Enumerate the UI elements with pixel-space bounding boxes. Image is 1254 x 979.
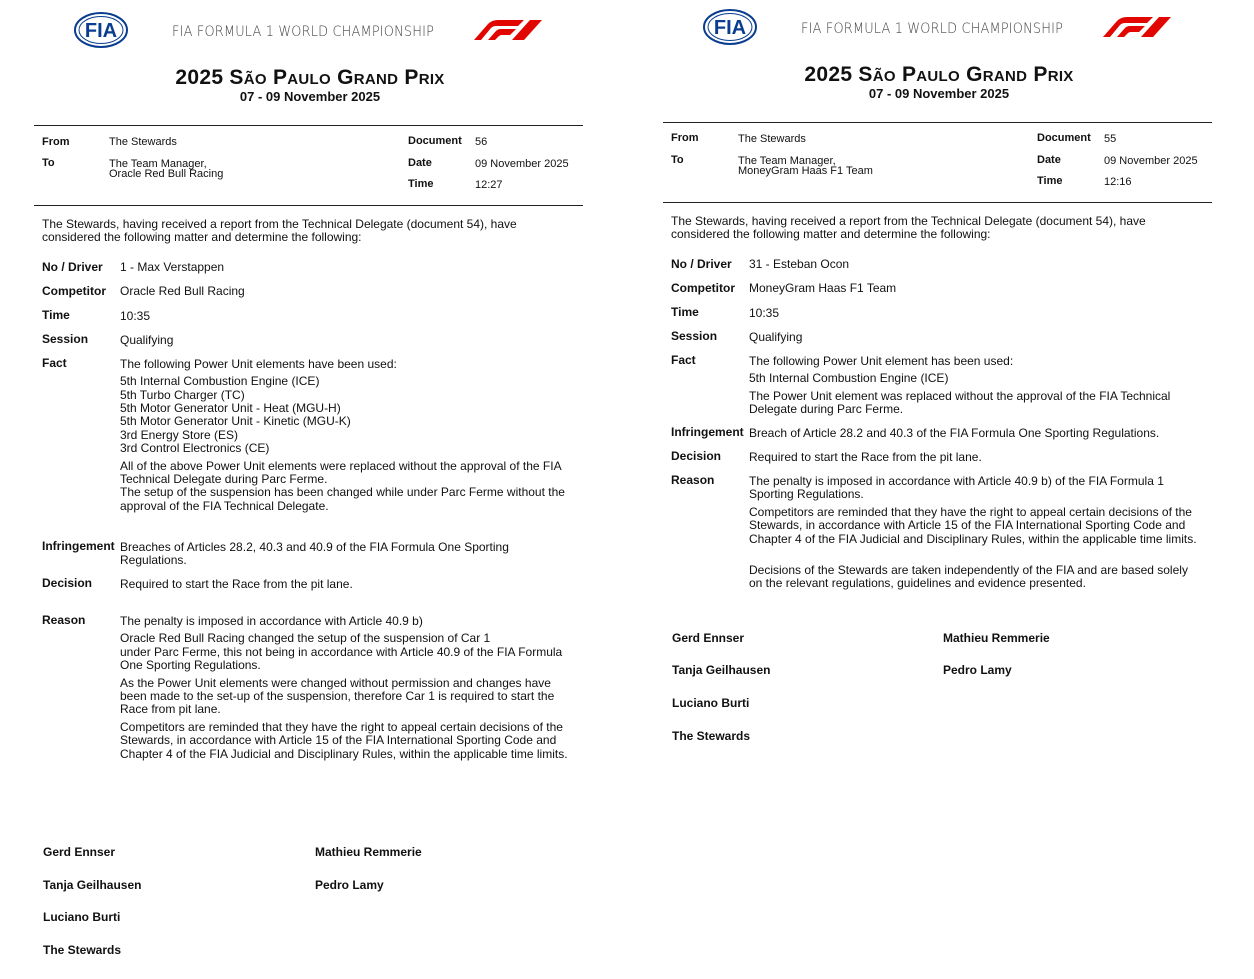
fact-item: 5th Turbo Charger (TC) (120, 388, 245, 402)
session-time-value: 10:35 (749, 306, 780, 320)
decision-text: Required to start the Race from the pit lane. (749, 450, 982, 464)
driver-value: 31 - Esteban Ocon (749, 257, 850, 271)
time-value: 12:27 (475, 179, 503, 191)
signatory: Mathieu Remmerie (943, 631, 1050, 645)
reason-text: As the Power Unit elements were changed without permission and changes have (120, 676, 551, 690)
reason-text: Chapter 4 of the FIA Judicial and Disciplinary Rules, within the applicable time limits. (749, 532, 1197, 546)
from-value: The Stewards (738, 133, 806, 145)
grand-prix-title: 2025 São Paulo Grand Prix (175, 66, 445, 89)
signatory: The Stewards (43, 943, 122, 957)
session-time-label: Time (42, 308, 70, 322)
signatory: Tanja Geilhausen (672, 663, 771, 677)
to-value-line2: MoneyGram Haas F1 Team (738, 165, 873, 177)
infringement-label: Infringement (42, 539, 115, 553)
from-label: From (42, 136, 70, 148)
document-header (74, 12, 554, 52)
divider (663, 202, 1212, 203)
to-value-line1: The Team Manager, (109, 158, 207, 170)
date-label: Date (408, 157, 432, 169)
decision-label: Decision (42, 576, 93, 590)
fact-item: 3rd Energy Store (ES) (120, 428, 239, 442)
reason-text: under Parc Ferme, this not being in accordance with Article 40.9 of the FIA Formula (120, 645, 563, 659)
signatory: Luciano Burti (672, 696, 750, 710)
to-value-line2: Oracle Red Bull Racing (109, 168, 224, 180)
championship-name: FIA FORMULA 1 WORLD CHAMPIONSHIP (172, 24, 435, 40)
reason-text: The penalty is imposed in accordance with Article 40.9 b) (120, 614, 423, 628)
reason-label: Reason (671, 473, 715, 487)
time-value: 12:16 (1104, 176, 1132, 188)
competitor-label: Competitor (42, 284, 106, 298)
intro-line: considered the following matter and determine the following: (671, 227, 991, 241)
fact-intro: The following Power Unit elements have been used: (120, 357, 397, 371)
fia-logo-icon (74, 12, 128, 48)
document-label: Document (408, 135, 462, 147)
championship-name: FIA FORMULA 1 WORLD CHAMPIONSHIP (801, 21, 1064, 37)
infringement-text: Regulations. (120, 553, 187, 567)
to-label: To (671, 154, 684, 166)
session-time-label: Time (671, 305, 699, 319)
signatory: Gerd Ennser (43, 845, 116, 859)
from-value: The Stewards (109, 136, 177, 148)
competitor-value: MoneyGram Haas F1 Team (749, 281, 897, 295)
fact-item: 5th Motor Generator Unit - Heat (MGU-H) (120, 401, 341, 415)
session-label: Session (671, 329, 718, 343)
to-label: To (42, 157, 55, 169)
intro-line: The Stewards, having received a report from the Technical Delegate (document 54), have (42, 217, 517, 231)
fact-text: The Power Unit element was replaced without the approval of the FIA Technical (749, 389, 1171, 403)
fact-text: All of the above Power Unit elements were replaced without the approval of the FIA (120, 459, 562, 473)
date-label: Date (1037, 154, 1061, 166)
document-label: Document (1037, 132, 1091, 144)
reason-text: The penalty is imposed in accordance with Article 40.9 b) of the FIA Formula 1 (749, 474, 1164, 488)
reason-text: Decisions of the Stewards are taken independently of the FIA and are based solely (749, 563, 1188, 577)
reason-text: Competitors are reminded that they have the right to appeal certain decisions of the (749, 505, 1192, 519)
to-value-line1: The Team Manager, (738, 155, 836, 167)
reason-text: Race from pit lane. (120, 702, 221, 716)
date-value: 09 November 2025 (475, 158, 569, 170)
decision-label: Decision (671, 449, 722, 463)
session-value: Qualifying (749, 330, 803, 344)
fact-label: Fact (42, 356, 67, 370)
reason-text: One Sporting Regulations. (120, 658, 261, 672)
divider (34, 125, 583, 126)
fact-item: 5th Internal Combustion Engine (ICE) (120, 374, 320, 388)
reason-text: Stewards, in accordance with Article 15 of the FIA International Sporting Code and (120, 733, 557, 747)
signatory: Tanja Geilhausen (43, 878, 142, 892)
intro-line: The Stewards, having received a report from the Technical Delegate (document 54), have (671, 214, 1146, 228)
signatory: Gerd Ennser (672, 631, 745, 645)
signatory: Pedro Lamy (943, 663, 1012, 677)
signatory: Mathieu Remmerie (315, 845, 422, 859)
competitor-value: Oracle Red Bull Racing (120, 284, 245, 298)
infringement-text: Breaches of Articles 28.2, 40.3 and 40.9 of the FIA Formula One Sporting (120, 540, 509, 554)
fact-text: approval of the FIA Technical Delegate. (120, 499, 329, 513)
signatory: Pedro Lamy (315, 878, 384, 892)
infringement-label: Infringement (671, 425, 744, 439)
f1-logo-icon (468, 18, 546, 42)
document-number: 56 (475, 136, 488, 148)
fact-text: Technical Delegate during Parc Ferme. (120, 472, 328, 486)
reason-text: Oracle Red Bull Racing changed the setup of the suspension of Car 1 (120, 631, 491, 645)
fact-item: 5th Motor Generator Unit - Kinetic (MGU-K) (120, 414, 351, 428)
fact-intro: The following Power Unit element has been used: (749, 354, 1014, 368)
grand-prix-title: 2025 São Paulo Grand Prix (804, 63, 1074, 86)
signatory: Luciano Burti (43, 910, 121, 924)
competitor-label: Competitor (671, 281, 735, 295)
reason-text: Stewards, in accordance with Article 15 of the FIA International Sporting Code and (749, 518, 1186, 532)
reason-text: been made to the set-up of the suspension, therefore Car 1 is required to start the (120, 689, 555, 703)
session-value: Qualifying (120, 333, 174, 347)
fact-item: 5th Internal Combustion Engine (ICE) (749, 371, 949, 385)
document-number: 55 (1104, 133, 1117, 145)
fact-item: 3rd Control Electronics (CE) (120, 441, 270, 455)
driver-label: No / Driver (671, 257, 732, 271)
decision-document-56 (34, 0, 594, 979)
infringement-text: Breach of Article 28.2 and 40.3 of the FIA Formula One Sporting Regulations. (749, 426, 1160, 440)
document-header (703, 9, 1183, 49)
fia-logo-text: FIA (713, 17, 747, 39)
f1-logo-icon (1097, 15, 1175, 39)
divider (663, 122, 1212, 123)
fact-text: Delegate during Parc Ferme. (749, 402, 904, 416)
from-label: From (671, 132, 699, 144)
session-label: Session (42, 332, 89, 346)
fia-logo-text: FIA (84, 20, 118, 42)
signatory: The Stewards (672, 729, 751, 743)
session-time-value: 10:35 (120, 309, 151, 323)
divider (34, 205, 583, 206)
decision-text: Required to start the Race from the pit lane. (120, 577, 353, 591)
fact-label: Fact (671, 353, 696, 367)
event-dates: 07 - 09 November 2025 (868, 86, 1010, 101)
event-dates: 07 - 09 November 2025 (239, 89, 381, 104)
date-value: 09 November 2025 (1104, 155, 1198, 167)
reason-label: Reason (42, 613, 86, 627)
time-label: Time (1037, 175, 1063, 187)
time-label: Time (408, 178, 434, 190)
driver-label: No / Driver (42, 260, 103, 274)
decision-document-55 (663, 0, 1223, 979)
fact-text: The setup of the suspension has been changed while under Parc Ferme without the (120, 485, 565, 499)
reason-text: Competitors are reminded that they have the right to appeal certain decisions of the (120, 720, 563, 734)
driver-value: 1 - Max Verstappen (120, 260, 225, 274)
reason-text: on the relevant regulations, guidelines and evidence presented. (749, 576, 1086, 590)
reason-text: Chapter 4 of the FIA Judicial and Disciplinary Rules, within the applicable time limits. (120, 747, 568, 761)
reason-text: Sporting Regulations. (749, 487, 864, 501)
intro-line: considered the following matter and determine the following: (42, 230, 362, 244)
fia-logo-icon (703, 9, 757, 45)
